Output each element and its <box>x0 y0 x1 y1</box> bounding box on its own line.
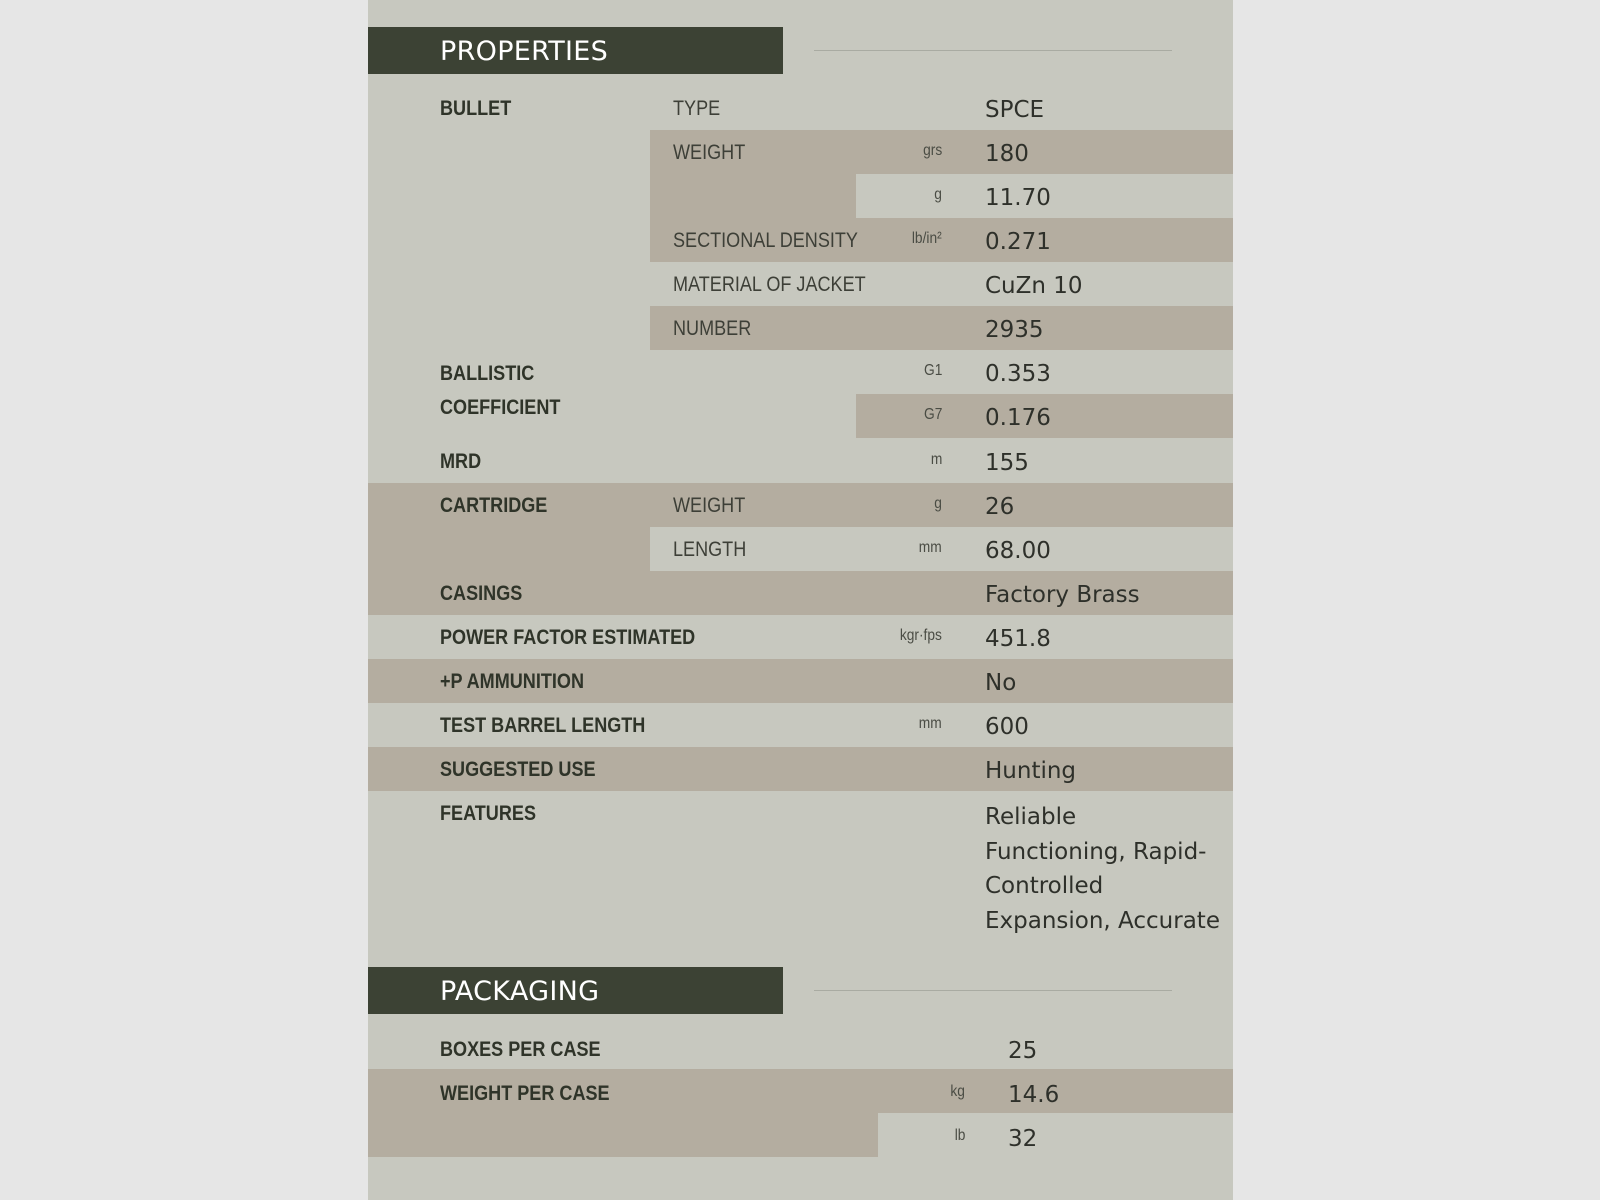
weight-g-unit: g <box>934 186 942 203</box>
sectional-density-unit: lb/in² <box>912 230 942 247</box>
material-of-jacket-label: MATERIAL OF JACKET <box>673 273 866 296</box>
weight-per-case-kg-value: 14.6 <box>1008 1082 1060 1108</box>
type-value: SPCE <box>985 97 1045 123</box>
test-barrel-length-label: TEST BARREL LENGTH <box>440 714 646 737</box>
casings-label: CASINGS <box>440 582 523 605</box>
type-label: TYPE <box>673 97 721 120</box>
power-factor-value: 451.8 <box>985 626 1051 652</box>
g7-unit: G7 <box>923 406 942 423</box>
mrd-unit: m <box>930 451 942 468</box>
spec-sheet-panel <box>368 0 1233 1200</box>
properties-title: PROPERTIES <box>440 36 609 67</box>
packaging-title: PACKAGING <box>440 976 600 1007</box>
packaging-header-bar <box>368 967 783 1014</box>
features-value: Reliable Functioning, Rapid-Controlled Expansion, Accurate <box>985 804 1220 934</box>
ballistic-coefficient-label-line1: BALLISTIC <box>440 362 535 385</box>
mrd-value: 155 <box>985 450 1029 476</box>
ballistic-coefficient-label-line2: COEFFICIENT <box>440 396 561 419</box>
g1-value: 0.353 <box>985 361 1051 387</box>
sectional-density-value: 0.271 <box>985 229 1051 255</box>
weight-grs-value: 180 <box>985 141 1029 167</box>
boxes-per-case-value: 25 <box>1008 1038 1038 1064</box>
cartridge-weight-value: 26 <box>985 494 1015 520</box>
test-barrel-length-unit: mm <box>919 715 942 732</box>
suggested-use-label: SUGGESTED USE <box>440 758 596 781</box>
properties-header-bar <box>368 27 783 74</box>
cartridge-weight-label: WEIGHT <box>673 494 746 517</box>
weight-g-value: 11.70 <box>985 185 1051 211</box>
casings-value: Factory Brass <box>985 582 1140 608</box>
mrd-label: MRD <box>440 450 482 473</box>
power-factor-label: POWER FACTOR ESTIMATED <box>440 626 696 649</box>
features-label: FEATURES <box>440 802 536 825</box>
band-weight-left <box>650 174 856 218</box>
power-factor-unit: kgr·fps <box>899 627 942 644</box>
band-cartridge-left <box>368 527 650 571</box>
weight-per-case-lb-unit: lb <box>954 1127 965 1144</box>
number-value: 2935 <box>985 317 1044 343</box>
cartridge-length-value: 68.00 <box>985 538 1051 564</box>
weight-grs-unit: grs <box>922 142 942 159</box>
g1-unit: G1 <box>923 362 942 379</box>
band-weight-per-case-left <box>368 1113 878 1157</box>
boxes-per-case-label: BOXES PER CASE <box>440 1038 601 1061</box>
plus-p-label: +P AMMUNITION <box>440 670 584 693</box>
suggested-use-value: Hunting <box>985 758 1077 784</box>
cartridge-weight-unit: g <box>934 495 942 512</box>
cartridge-length-unit: mm <box>919 539 942 556</box>
weight-per-case-kg-unit: kg <box>950 1083 965 1100</box>
cartridge-label: CARTRIDGE <box>440 494 548 517</box>
cartridge-length-label: LENGTH <box>673 538 747 561</box>
weight-per-case-lb-value: 32 <box>1008 1126 1038 1152</box>
test-barrel-length-value: 600 <box>985 714 1029 740</box>
weight-per-case-label: WEIGHT PER CASE <box>440 1082 610 1105</box>
weight-label: WEIGHT <box>673 141 746 164</box>
number-label: NUMBER <box>673 317 752 340</box>
sectional-density-label: SECTIONAL DENSITY <box>673 229 858 252</box>
g7-value: 0.176 <box>985 405 1051 431</box>
bullet-label: BULLET <box>440 97 512 120</box>
packaging-header-rule <box>814 990 1172 991</box>
material-of-jacket-value: CuZn 10 <box>985 273 1083 299</box>
properties-header-rule <box>814 50 1172 51</box>
plus-p-value: No <box>985 670 1017 696</box>
